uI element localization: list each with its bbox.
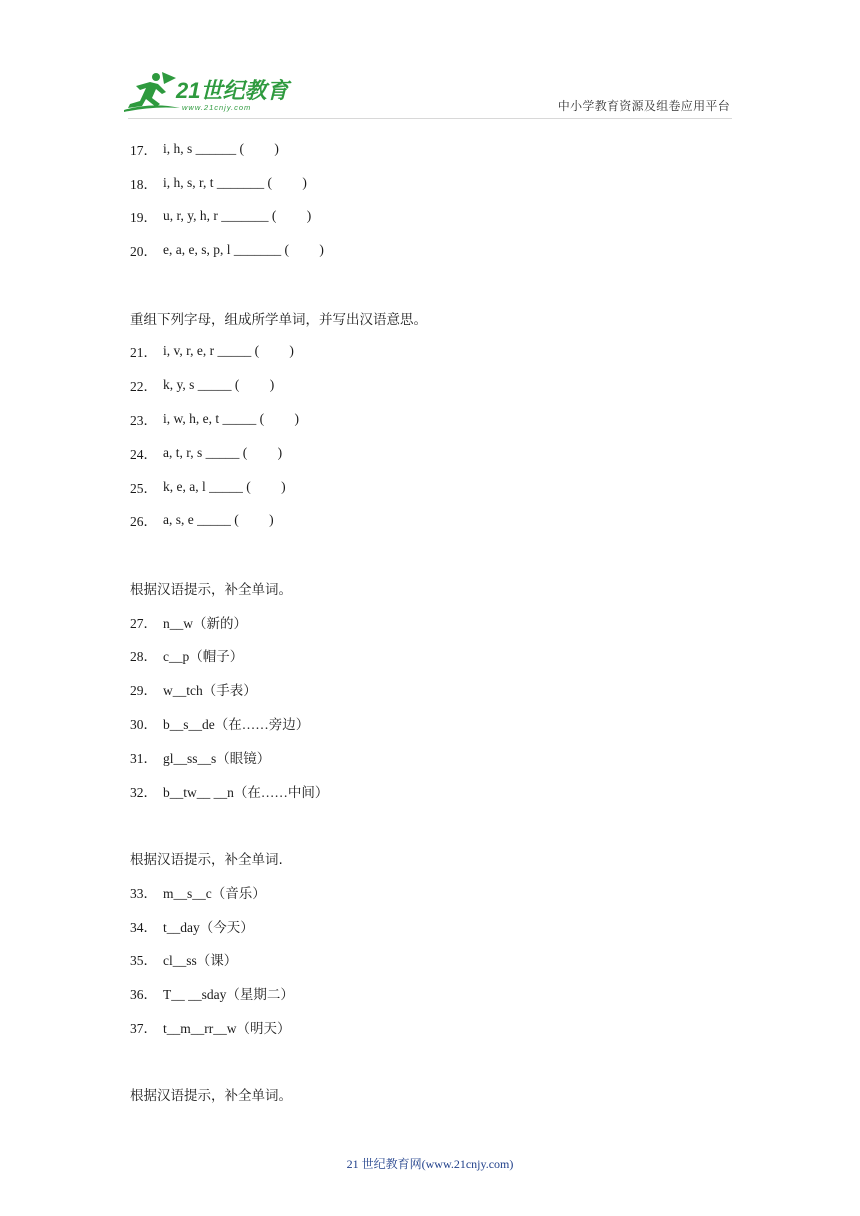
question-text: i, h, s, r, t _______ ( ) [163,174,307,190]
question-number: 25． [130,480,157,496]
question-35 [130,943,730,977]
question-number: 36． [130,987,157,1003]
question-text: k, e, a, l _____ ( ) [163,478,286,494]
question-text: T__ __sday（星期二） [163,987,294,1003]
question-36 [130,976,730,1010]
question-text: a, t, r, s _____ ( ) [163,444,283,460]
question-text: cl__ss（课） [163,953,238,969]
question-number: 19． [130,210,157,226]
question-text: i, v, r, e, r _____ ( ) [163,343,294,359]
logo-runner-icon [122,68,292,114]
question-text: w__tch（手表） [163,683,257,699]
question-text: k, y, s _____ ( ) [163,377,275,393]
question-text: c__p（帽子） [163,649,244,665]
header-platform-text: 中小学教育资源及组卷应用平台 [557,99,730,113]
question-text: u, r, y, h, r _______ ( ) [163,208,312,224]
question-25 [130,470,730,504]
question-number: 20． [130,244,157,260]
question-21 [130,335,730,369]
section-title-complete-words: 根据汉语提示，补全单词。 [130,581,292,598]
question-text: i, h, s ______ ( ) [163,140,279,156]
question-22 [130,368,730,402]
question-37 [130,1010,730,1044]
question-number: 35． [130,953,157,969]
section-title-complete-words-3: 根据汉语提示，补全单词。 [130,1088,292,1105]
question-text: b__s__de（在……旁边） [163,717,310,733]
question-text: t__m__rr__w（明天） [163,1021,291,1036]
header-divider [128,118,732,119]
question-number: 31． [130,750,157,766]
question-number: 21． [130,345,157,361]
question-number: 37． [130,1021,157,1036]
question-31 [130,740,730,774]
page-footer [0,1155,860,1172]
question-23 [130,402,730,436]
question-number: 18． [130,176,157,192]
question-text: t__day（今天） [163,919,254,935]
site-logo [122,68,292,114]
question-28 [130,639,730,673]
question-text: gl__ss__s（眼镜） [163,750,271,766]
worksheet-body [130,132,730,1111]
footer-site-link[interactable]: 21 世纪教育网(www.21cnjy.com) [346,1157,514,1171]
question-33 [130,875,730,909]
question-20 [130,233,730,267]
question-number: 27． [130,615,157,631]
question-29 [130,672,730,706]
question-17 [130,132,730,166]
question-18 [130,166,730,200]
question-34 [130,909,730,943]
question-number: 34． [130,919,157,935]
question-text: b__tw__ __n（在……中间） [163,784,329,800]
question-30 [130,706,730,740]
spacer [130,808,730,842]
question-text: e, a, e, s, p, l _______ ( ) [163,242,324,258]
question-text: n__w（新的） [163,615,247,631]
question-number: 26． [130,514,157,530]
spacer [130,537,730,571]
svg-text:21世纪教育: 21世纪教育 [176,78,289,103]
question-text: a, s, e _____ ( ) [163,512,274,528]
section-title-reorder: 重组下列字母，组成所学单词，并写出汉语意思。 [130,311,427,328]
question-24 [130,436,730,470]
question-19 [130,200,730,234]
question-number: 23． [130,413,157,429]
question-text: i, w, h, e, t _____ ( ) [163,411,299,427]
section-title-complete-words-2: 根据汉语提示，补全单词. [130,852,283,869]
question-number: 33． [130,885,157,901]
spacer [130,267,730,301]
question-number: 30． [130,717,157,733]
page-header [0,0,860,132]
question-number: 24． [130,446,157,462]
question-32 [130,774,730,808]
question-number: 32． [130,784,157,800]
question-text: m__s__c（音乐） [163,885,266,901]
question-number: 29． [130,683,157,699]
question-27 [130,605,730,639]
spacer [130,1044,730,1078]
svg-text:www.21cnjy.com: www.21cnjy.com [182,103,252,112]
question-number: 28． [130,649,157,665]
question-number: 17． [130,142,157,158]
question-26 [130,504,730,538]
question-number: 22． [130,379,157,395]
